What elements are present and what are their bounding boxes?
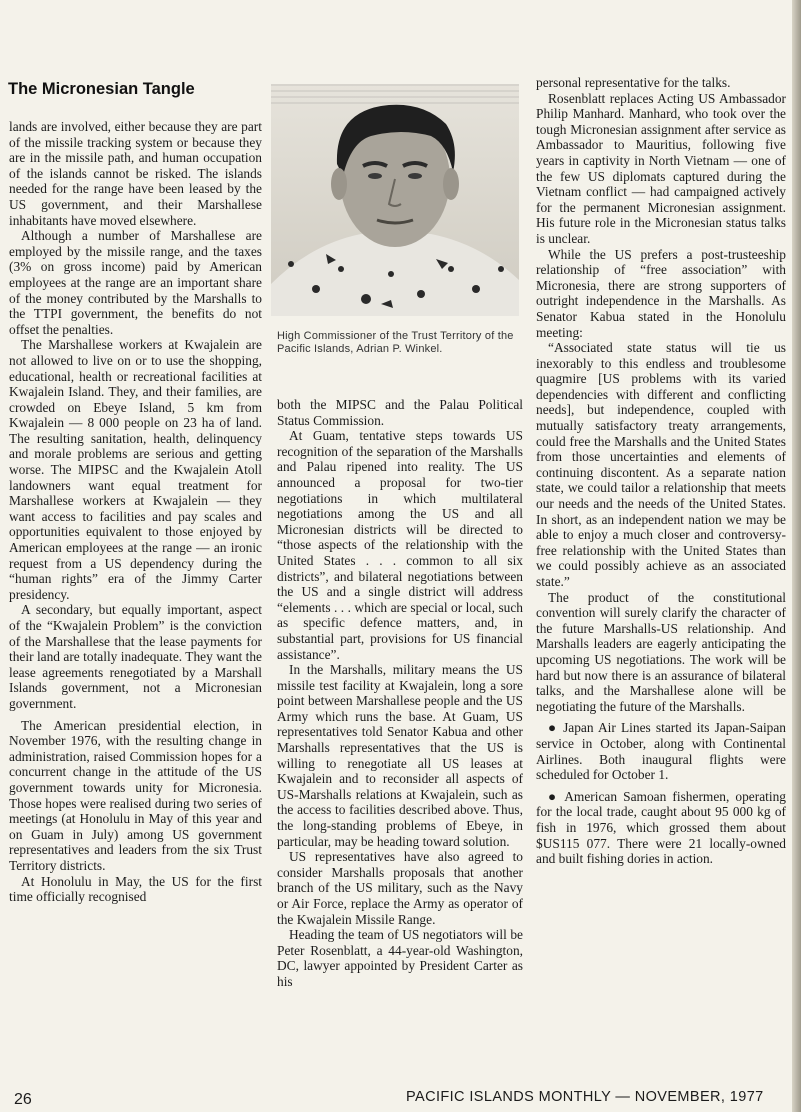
paragraph: both the MIPSC and the Palau Political Status Commission. [277,397,523,428]
photo-caption: High Commissioner of the Trust Territory of the Pacific Islands, Adrian P. Winkel. [277,330,514,355]
paragraph: The product of the constitutional convention will surely clarify the character of the future Marshalls-US relationship. And Marshalls leaders are eagerly anticipating the upcoming US negotiations. The work will be hard but now there is an assurance of bilateral talks, and the Marshallese alone will be negotiating the future of the Marshalls. [536,589,786,714]
page-footer [14,1089,794,1109]
text-column-2 [277,397,523,990]
paragraph: At Guam, tentative steps towards US recognition of the separation of the Marshalls and Palau ripened into reality. The US announced a proposal for two-tier negotiations in which multilateral negotiations among the US and all Micronesian districts will be directed to “those aspects of the relationship with the United States . . . common to all six districts”, and bilateral negotiations between the US and a single district will address “elements . . . which are special or local, such as specific defence matters, and, in substantial part, provisions for US financial assistance”. [277,428,523,662]
text-column-3 [536,75,786,867]
text-column-1 [9,119,262,905]
portrait-photo-illustration [271,84,519,316]
portrait-photo [271,84,519,316]
paragraph: In the Marshalls, military means the US missile test facility at Kwajalein, long a sore point between Marshallese people and the US Army which runs the base. At Guam, US representatives told Senator Kabua and other Marshalls representatives that the US is willing to renegotiate all US leases at Kwajalein and to reconsider all aspects of US-Marshalls relations at Kwajalein, such as the access to facilities described above. Thus, the long-standing problems of Ebeye, in particular, may be heading toward solution. [277,662,523,849]
paragraph: While the US prefers a post-trusteeship relationship of “free association” with Micronesia, there are strong supporters of outright independence in the Marshalls. As Senator Kabua stated in the Honolulu meeting: [536,246,786,340]
article-heading: The Micronesian Tangle [8,80,195,98]
paragraph: US representatives have also agreed to consider Marshalls proposals that another branch of the US military, such as the Navy or Air Force, replace the Army as operator of the Kwajalein Missile Range. [277,849,523,927]
paragraph: The Marshallese workers at Kwajalein are not allowed to live on or to use the shopping, educational, health or recreational facilities at Kwajalein Island. They, and their families, are crowded on Ebeye Island, 5 km from Kwajalein — 8 000 people on 23 ha of land. The resulting sanitation, health, delinquency and morale problems are serious and getting worse. The MIPSC and the Kwajalein Atoll landowners want equal treatment for Marshallese workers at Kwajalein — they want access to facilities and pay scales and opportunities equivalent to those enjoyed by American employees at the range — an ironic request from a US dependency during the “human rights” era of the Jimmy Carter presidency. [9,337,262,602]
paragraph: personal representative for the talks. [536,75,731,90]
paragraph: A secondary, but equally important, aspect of the “Kwajalein Problem” is the conviction of the Marshallese that the lease payments for their land are totally inadequate. They want the lease agreements renegotiated by a Marshall Islands government, not a Micronesian government. [9,602,262,711]
magazine-issue-line: PACIFIC ISLANDS MONTHLY — NOVEMBER, 1977 [406,1089,764,1105]
paragraph: lands are involved, either because they are part of the missile tracking system or because they are in the missile path, and human occupation of the islands cannot be risked. The islands needed for the range have been leased by the US government, and their Marshallese inhabitants have moved elsewhere. [9,119,262,228]
paragraph: The American presidential election, in November 1976, with the resulting change in administration, raised Commission hopes for a concurrent change in the attitude of the US government towards unity for Micronesia. Those hopes were realised during two series of meetings (at Honolulu in May of this year and on Guam in July) among US government representatives and leaders from the six Trust Territory districts. [9,717,262,873]
paragraph: Heading the team of US negotiators will be Peter Rosenblatt, a 44-year-old Washington, DC, lawyer appointed by President Carter as his [277,927,523,989]
page-number: 26 [14,1091,32,1108]
paragraph: Rosenblatt replaces Acting US Ambassador Philip Manhard. Manhard, who took over the tough Micronesian assignment after service as Ambassador to Mauritius, following five years in captivity in North Vietnam — one of the few US diplomats captured during the Vietnam conflict — had campaigned actively for the permanent Micronesian assignment. His future role in the Micronesian status talks is unclear. [536,90,786,246]
news-brief: ● American Samoan fishermen, operating for the local trade, caught about 95 000 kg of fish in 1976, which grossed them about $US115 077. There were 21 locally-owned and built fishing dories in action. [536,788,786,867]
paragraph: Although a number of Marshallese are employed by the missile range, and the taxes (3% on gross income) paid by American employees at the range are an important share of the money contributed by the Marshalls to the TTPI government, the benefits do not offset the penalties. [9,228,262,337]
news-brief: ● Japan Air Lines started its Japan-Saipan service in October, along with Continental Airlines. Both inaugural flights were scheduled for October 1. [536,720,786,783]
page-edge-shadow [792,0,801,1112]
paragraph: “Associated state status will tie us inexorably to this endless and troublesome quagmire [US problems with its varied dependencies with different and conflicting needs], but independence, coupled with mutually satisfactory treaty arrangements, could free the Marshalls and the United States from those uncertainties and elements of continuing discontent. As a separate nation state, we could tailor a relationship that meets our needs and the needs of the United States. In short, as an independent nation we may be able to enjoy a much closer and controversy-free relationship with the United States than we could possibly achieve as an associated state.” [536,340,786,589]
paragraph: At Honolulu in May, the US for the first time officially recognised [9,873,262,905]
